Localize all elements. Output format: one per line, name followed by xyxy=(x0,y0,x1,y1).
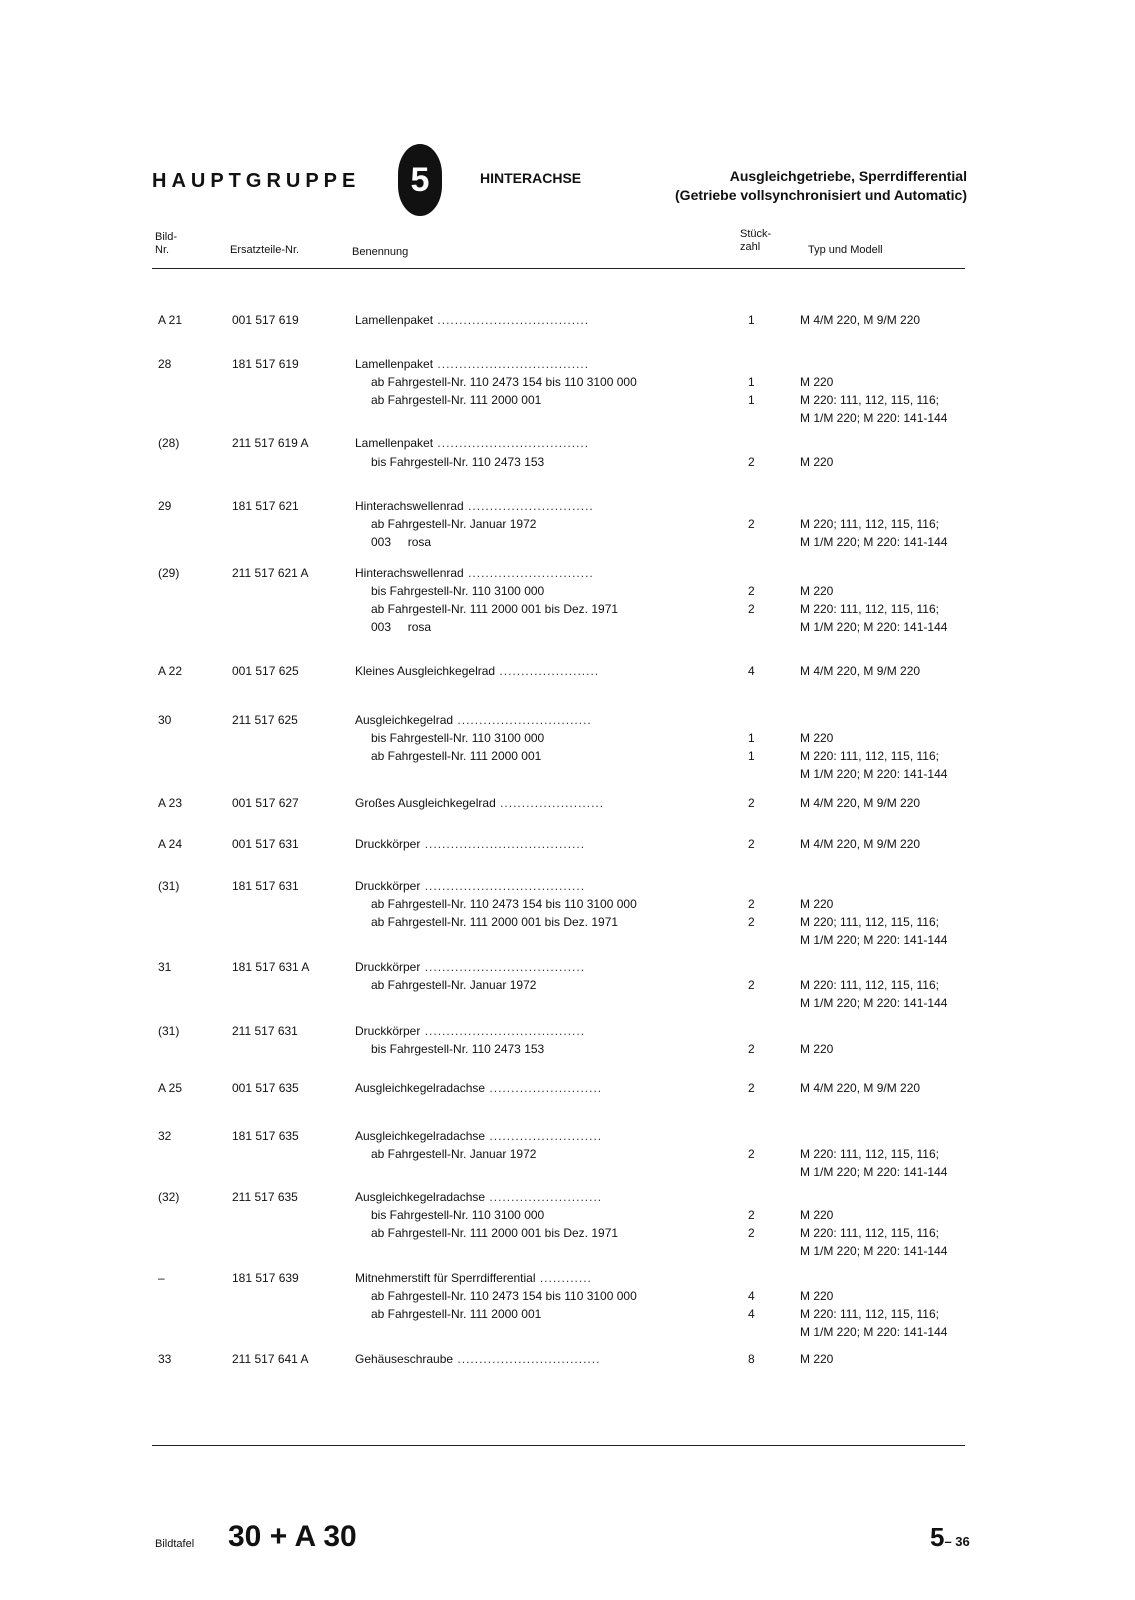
leader-dots: ........................ xyxy=(495,796,605,810)
cell-quantity: 1 xyxy=(748,313,755,327)
cell-quantity: 1 xyxy=(748,393,755,407)
cell-description: ab Fahrgestell-Nr. Januar 1972 xyxy=(371,517,537,531)
cell-part-number: 211 517 635 xyxy=(232,1190,298,1204)
cell-quantity: 8 xyxy=(748,1352,755,1366)
col-name-header: Benennung xyxy=(352,246,409,258)
cell-part-number: 211 517 621 A xyxy=(232,566,309,580)
cell-description xyxy=(355,566,594,580)
cell-model: M 220; 111, 112, 115, 116; xyxy=(800,517,939,531)
cell-description-text: Lamellenpaket xyxy=(355,357,434,371)
cell-quantity: 2 xyxy=(748,455,755,469)
cell-description-text: Druckkörper xyxy=(355,1024,421,1038)
cell-description xyxy=(355,1081,602,1095)
cell-description xyxy=(355,499,594,513)
col-bild-line2: Nr. xyxy=(155,244,170,256)
cell-bild-nr: 31 xyxy=(158,960,172,974)
footer-plate-number: 30 + A 30 xyxy=(228,1520,357,1553)
cell-description-text: Ausgleichkegelradachse xyxy=(355,1081,486,1095)
cell-model: M 1/M 220; M 220: 141-144 xyxy=(800,411,948,425)
cell-bild-nr: A 25 xyxy=(158,1081,183,1095)
col-qty-line1: Stück- xyxy=(740,228,772,240)
cell-description-text: Ausgleichkegelradachse xyxy=(355,1190,486,1204)
leader-dots: .......................... xyxy=(485,1129,603,1143)
cell-model: M 4/M 220, M 9/M 220 xyxy=(800,1081,921,1095)
page-number-main: 5 xyxy=(930,1522,945,1552)
cell-part-number: 001 517 619 xyxy=(232,313,299,327)
cell-bild-nr: 29 xyxy=(158,499,172,513)
leader-dots: ..................................... xyxy=(420,960,586,974)
cell-model: M 220 xyxy=(800,455,834,469)
cell-description-text: Lamellenpaket xyxy=(355,313,434,327)
cell-description-text: Hinterachswellenrad xyxy=(355,566,464,580)
cell-description xyxy=(355,1129,602,1143)
cell-part-number: 211 517 641 A xyxy=(232,1352,309,1366)
cell-quantity: 4 xyxy=(748,1289,755,1303)
cell-description: 003 rosa xyxy=(371,535,432,549)
cell-description: ab Fahrgestell-Nr. 110 2473 154 bis 110 3100 000 xyxy=(371,375,637,389)
cell-bild-nr: (29) xyxy=(158,566,180,580)
cell-model: M 220: 111, 112, 115, 116; xyxy=(800,1147,939,1161)
cell-description: ab Fahrgestell-Nr. 111 2000 001 bis Dez. 1971 xyxy=(371,602,619,616)
cell-model: M 1/M 220; M 220: 141-144 xyxy=(800,933,948,947)
cell-part-number: 001 517 627 xyxy=(232,796,299,810)
leader-dots: .......................... xyxy=(485,1081,603,1095)
leader-dots: ....................... xyxy=(495,664,600,678)
cell-quantity: 2 xyxy=(748,584,755,598)
cell-description: ab Fahrgestell-Nr. 111 2000 001 xyxy=(371,1307,542,1321)
footer-label: Bildtafel xyxy=(155,1538,195,1550)
cell-model: M 1/M 220; M 220: 141-144 xyxy=(800,1165,948,1179)
cell-description xyxy=(355,1190,602,1204)
cell-part-number: 001 517 631 xyxy=(232,837,299,851)
col-bild-header xyxy=(155,231,177,257)
cell-bild-nr: 33 xyxy=(158,1352,172,1366)
cell-description xyxy=(355,879,585,893)
cell-description-text: Gehäuseschraube xyxy=(355,1352,454,1366)
cell-quantity: 2 xyxy=(748,978,755,992)
cell-model: M 4/M 220, M 9/M 220 xyxy=(800,837,921,851)
col-model-header: Typ und Modell xyxy=(808,244,883,256)
cell-description: bis Fahrgestell-Nr. 110 3100 000 xyxy=(371,584,545,598)
cell-quantity: 2 xyxy=(748,602,755,616)
cell-description-text: Hinterachswellenrad xyxy=(355,499,464,513)
page-title-line2: (Getriebe vollsynchronisiert und Automatic) xyxy=(675,187,967,203)
cell-quantity: 4 xyxy=(748,1307,755,1321)
cell-description: bis Fahrgestell-Nr. 110 3100 000 xyxy=(371,731,545,745)
cell-description-text: Lamellenpaket xyxy=(355,436,434,450)
cell-model: M 1/M 220; M 220: 141-144 xyxy=(800,767,948,781)
cell-description-text: Druckkörper xyxy=(355,960,421,974)
page-number-sub: – 36 xyxy=(944,1534,970,1549)
page-number xyxy=(930,1522,970,1553)
cell-description xyxy=(355,713,592,727)
cell-model: M 1/M 220; M 220: 141-144 xyxy=(800,535,948,549)
group-number-badge: 5 xyxy=(398,144,442,216)
cell-model: M 4/M 220, M 9/M 220 xyxy=(800,313,921,327)
cell-model: M 220: 111, 112, 115, 116; xyxy=(800,1226,939,1240)
cell-model: M 4/M 220, M 9/M 220 xyxy=(800,664,921,678)
cell-model: M 220 xyxy=(800,375,834,389)
cell-model: M 220 xyxy=(800,1042,834,1056)
leader-dots: ................................... xyxy=(433,436,590,450)
cell-part-number: 181 517 619 xyxy=(232,357,299,371)
cell-bild-nr: 32 xyxy=(158,1129,172,1143)
cell-bild-nr: – xyxy=(158,1271,165,1285)
cell-quantity: 2 xyxy=(748,915,755,929)
leader-dots: ............................. xyxy=(463,566,594,580)
cell-model: M 1/M 220; M 220: 141-144 xyxy=(800,620,948,634)
cell-part-number: 181 517 639 xyxy=(232,1271,299,1285)
cell-model: M 220: 111, 112, 115, 116; xyxy=(800,602,939,616)
cell-description xyxy=(355,1024,585,1038)
cell-model: M 220 xyxy=(800,1208,834,1222)
cell-quantity: 1 xyxy=(748,731,755,745)
cell-description-text: Ausgleichkegelrad xyxy=(355,713,454,727)
cell-description: ab Fahrgestell-Nr. 111 2000 001 xyxy=(371,393,542,407)
leader-dots: ............................. xyxy=(463,499,594,513)
cell-description xyxy=(355,664,599,678)
col-qty-header xyxy=(740,228,771,254)
cell-quantity: 2 xyxy=(748,1081,755,1095)
cell-model: M 220 xyxy=(800,731,834,745)
cell-description xyxy=(355,960,585,974)
leader-dots: .......................... xyxy=(485,1190,603,1204)
cell-description: ab Fahrgestell-Nr. 111 2000 001 bis Dez. 1971 xyxy=(371,915,619,929)
cell-bild-nr: A 24 xyxy=(158,837,183,851)
cell-model: M 220 xyxy=(800,897,834,911)
cell-description xyxy=(355,837,585,851)
cell-description xyxy=(355,436,589,450)
cell-bild-nr: A 23 xyxy=(158,796,183,810)
cell-quantity: 1 xyxy=(748,375,755,389)
cell-description: ab Fahrgestell-Nr. 111 2000 001 bis Dez. 1971 xyxy=(371,1226,619,1240)
cell-description: ab Fahrgestell-Nr. Januar 1972 xyxy=(371,978,537,992)
cell-bild-nr: A 22 xyxy=(158,664,183,678)
cell-description-text: Kleines Ausgleichkegelrad xyxy=(355,664,496,678)
cell-description-text: Druckkörper xyxy=(355,837,421,851)
leader-dots: ..................................... xyxy=(420,879,586,893)
cell-part-number: 001 517 625 xyxy=(232,664,299,678)
cell-description: ab Fahrgestell-Nr. 111 2000 001 xyxy=(371,749,542,763)
cell-model: M 220: 111, 112, 115, 116; xyxy=(800,1307,939,1321)
cell-model: M 220 xyxy=(800,1352,834,1366)
leader-dots: ..................................... xyxy=(420,837,586,851)
cell-description xyxy=(355,1352,600,1366)
cell-description: bis Fahrgestell-Nr. 110 3100 000 xyxy=(371,1208,545,1222)
cell-quantity: 2 xyxy=(748,897,755,911)
cell-bild-nr: (28) xyxy=(158,436,180,450)
cell-quantity: 2 xyxy=(748,517,755,531)
leader-dots: ..................................... xyxy=(420,1024,586,1038)
cell-description xyxy=(355,1271,592,1285)
cell-quantity: 2 xyxy=(748,1042,755,1056)
cell-model: M 4/M 220, M 9/M 220 xyxy=(800,796,921,810)
cell-part-number: 181 517 635 xyxy=(232,1129,299,1143)
col-qty-line2: zahl xyxy=(740,241,761,253)
cell-part-number: 181 517 631 xyxy=(232,879,299,893)
cell-part-number: 001 517 635 xyxy=(232,1081,299,1095)
cell-quantity: 2 xyxy=(748,837,755,851)
group-label: HAUPTGRUPPE xyxy=(152,170,361,192)
cell-description: bis Fahrgestell-Nr. 110 2473 153 xyxy=(371,455,545,469)
cell-bild-nr: 28 xyxy=(158,357,172,371)
cell-description-text: Mitnehmerstift für Sperrdifferential xyxy=(355,1271,536,1285)
cell-description: bis Fahrgestell-Nr. 110 2473 153 xyxy=(371,1042,545,1056)
cell-bild-nr: A 21 xyxy=(158,313,183,327)
cell-model: M 220: 111, 112, 115, 116; xyxy=(800,749,939,763)
cell-bild-nr: (32) xyxy=(158,1190,180,1204)
cell-model: M 220: 111, 112, 115, 116; xyxy=(800,978,939,992)
col-partno-header: Ersatzteile-Nr. xyxy=(230,244,300,256)
cell-description-text: Großes Ausgleichkegelrad xyxy=(355,796,496,810)
cell-part-number: 211 517 619 A xyxy=(232,436,309,450)
cell-quantity: 2 xyxy=(748,796,755,810)
cell-model: M 1/M 220; M 220: 141-144 xyxy=(800,996,948,1010)
leader-dots: ................................. xyxy=(453,1352,601,1366)
cell-description xyxy=(355,313,589,327)
section-title: HINTERACHSE xyxy=(480,170,582,186)
cell-quantity: 2 xyxy=(748,1208,755,1222)
footer-rule xyxy=(152,1445,965,1446)
header-rule xyxy=(152,268,965,269)
cell-model: M 220: 111, 112, 115, 116; xyxy=(800,393,939,407)
cell-description: ab Fahrgestell-Nr. Januar 1972 xyxy=(371,1147,537,1161)
cell-description xyxy=(355,357,589,371)
cell-bild-nr: 30 xyxy=(158,713,172,727)
cell-quantity: 2 xyxy=(748,1147,755,1161)
cell-model: M 220 xyxy=(800,1289,834,1303)
cell-description-text: Druckkörper xyxy=(355,879,421,893)
page-title-line1: Ausgleichgetriebe, Sperrdifferential xyxy=(729,168,967,184)
cell-model: M 220 xyxy=(800,584,834,598)
leader-dots: ................................... xyxy=(433,313,590,327)
cell-part-number: 181 517 631 A xyxy=(232,960,310,974)
cell-part-number: 211 517 625 xyxy=(232,713,298,727)
leader-dots: ................................... xyxy=(433,357,590,371)
cell-model: M 1/M 220; M 220: 141-144 xyxy=(800,1325,948,1339)
cell-part-number: 181 517 621 xyxy=(232,499,299,513)
col-bild-line1: Bild- xyxy=(155,231,178,243)
cell-bild-nr: (31) xyxy=(158,879,180,893)
cell-description: 003 rosa xyxy=(371,620,432,634)
cell-description: ab Fahrgestell-Nr. 110 2473 154 bis 110 3100 000 xyxy=(371,1289,637,1303)
leader-dots: ............ xyxy=(535,1271,592,1285)
cell-quantity: 2 xyxy=(748,1226,755,1240)
cell-part-number: 211 517 631 xyxy=(232,1024,298,1038)
cell-quantity: 4 xyxy=(748,664,755,678)
cell-description: ab Fahrgestell-Nr. 110 2473 154 bis 110 3100 000 xyxy=(371,897,637,911)
cell-quantity: 1 xyxy=(748,749,755,763)
page-title xyxy=(675,167,967,205)
leader-dots: ............................... xyxy=(453,713,592,727)
cell-bild-nr: (31) xyxy=(158,1024,180,1038)
cell-model: M 1/M 220; M 220: 141-144 xyxy=(800,1244,948,1258)
cell-model: M 220; 111, 112, 115, 116; xyxy=(800,915,939,929)
cell-description-text: Ausgleichkegelradachse xyxy=(355,1129,486,1143)
cell-description xyxy=(355,796,604,810)
